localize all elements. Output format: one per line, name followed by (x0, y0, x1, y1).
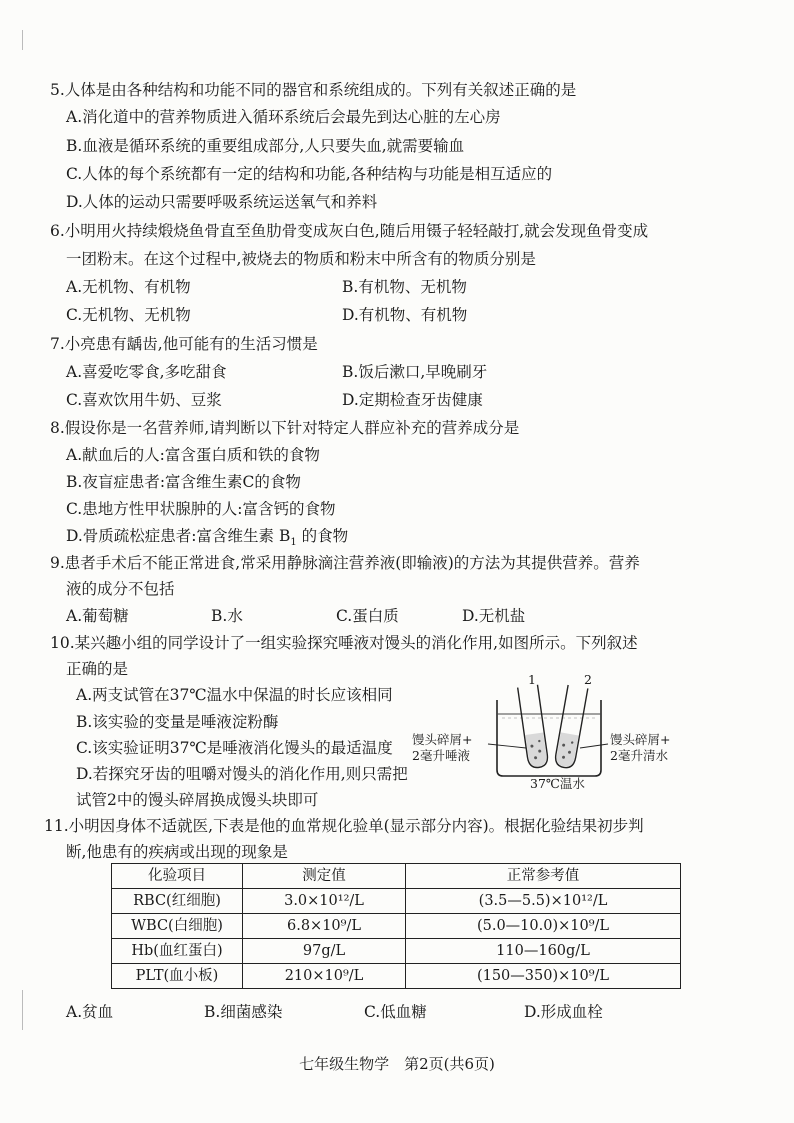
q11-option-d: D.形成血栓 (524, 1003, 603, 1021)
table-cell: 3.0×10¹²/L (243, 889, 406, 914)
q11-options-row (66, 1002, 726, 1022)
q11-option-a: A.贫血 (66, 1003, 114, 1021)
q5-option-c: C.人体的每个系统都有一定的结构和功能,各种结构与功能是相互适应的 (66, 165, 553, 183)
table-row (112, 939, 681, 964)
q10-option-a: A.两支试管在37℃温水中保温的时长应该相同 (76, 686, 393, 704)
tube-1-content-label: 馒头碎屑+ (412, 732, 473, 747)
q6-options-row2 (66, 305, 726, 325)
table-cell: RBC(红细胞) (112, 889, 243, 914)
q7-option-d: D.定期检查牙齿健康 (342, 391, 483, 409)
q5-option-b: B.血液是循环系统的重要组成部分,人只要失血,就需要输血 (66, 137, 465, 155)
table-cell: 210×10⁹/L (243, 964, 406, 989)
blood-test-table (111, 863, 681, 989)
table-cell: (150—350)×10⁹/L (406, 964, 681, 989)
q7-option-a: A.喜爱吃零食,多吃甜食 (66, 363, 227, 381)
q10-stem-line1: 10.某兴趣小组的同学设计了一组实验探究唾液对馒头的消化作用,如图所示。下列叙述 (50, 634, 638, 652)
table-cell: 110—160g/L (406, 939, 681, 964)
q6-option-a: A.无机物、有机物 (66, 278, 191, 296)
q9-option-b: B.水 (211, 607, 243, 625)
q8-stem: 8.假设你是一名营养师,请判断以下针对特定人群应补充的营养成分是 (50, 419, 520, 437)
table-cell: PLT(血小板) (112, 964, 243, 989)
table-cell: Hb(血红蛋白) (112, 939, 243, 964)
q8-option-d-subscript: 1 (290, 537, 297, 549)
q7-option-c: C.喜欢饮用牛奶、豆浆 (66, 391, 222, 409)
q8-option-c: C.患地方性甲状腺肿的人:富含钙的食物 (66, 500, 336, 518)
q6-option-c: C.无机物、无机物 (66, 306, 191, 324)
q9-stem-line1: 9.患者手术后不能正常进食,常采用静脉滴注营养液(即输液)的方法为其提供营养。营养 (50, 554, 640, 572)
table-row (112, 889, 681, 914)
table-row (112, 964, 681, 989)
q10-option-b: B.该实验的变量是唾液淀粉酶 (76, 713, 279, 731)
q10-option-d-line2: 试管2中的馒头碎屑换成馒头块即可 (76, 791, 319, 809)
q7-stem: 7.小亮患有龋齿,他可能有的生活习惯是 (50, 335, 318, 353)
q11-stem-line2: 断,他患有的疾病或出现的现象是 (66, 843, 288, 861)
q8-option-a: A.献血后的人:富含蛋白质和铁的食物 (66, 446, 320, 464)
table-header-row (112, 864, 681, 889)
table-header-cell: 正常参考值 (406, 864, 681, 889)
q6-option-d: D.有机物、有机物 (342, 306, 468, 324)
q7-options-row1 (66, 362, 726, 382)
binder-mark (22, 30, 23, 50)
tube-2-content-label: 馒头碎屑+ (610, 732, 671, 747)
tube-1-content-label: 2毫升唾液 (412, 748, 470, 763)
tube-2-label: 2 (584, 672, 592, 687)
q10-stem-line2: 正确的是 (66, 660, 129, 678)
q6-options-row1 (66, 277, 726, 297)
table-header-cell: 测定值 (243, 864, 406, 889)
q9-options-row (66, 606, 726, 626)
tube-1-label: 1 (528, 672, 536, 687)
q8-option-b: B.夜盲症患者:富含维生素C的食物 (66, 473, 301, 491)
q5-option-d: D.人体的运动只需要呼吸系统运送氧气和养料 (66, 193, 378, 211)
table-cell: 6.8×10⁹/L (243, 914, 406, 939)
q6-stem-line1: 6.小明用火持续煅烧鱼骨直至鱼肋骨变成灰白色,随后用镊子轻轻敲打,就会发现鱼骨变成 (50, 222, 649, 240)
q10-option-d-line1: D.若探究牙齿的咀嚼对馒头的消化作用,则只需把 (76, 765, 408, 783)
q11-option-c: C.低血糖 (364, 1003, 427, 1021)
table-cell: (5.0—10.0)×10⁹/L (406, 914, 681, 939)
q9-stem-line2: 液的成分不包括 (66, 580, 175, 598)
tube-2-content-label: 2毫升清水 (610, 748, 668, 763)
table-cell: WBC(白细胞) (112, 914, 243, 939)
q9-option-c: C.蛋白质 (336, 607, 399, 625)
q9-option-a: A.葡萄糖 (66, 607, 129, 625)
q8-option-d (66, 526, 348, 553)
table-header-cell: 化验项目 (112, 864, 243, 889)
binder-mark (22, 990, 23, 1030)
q5-option-a: A.消化道中的营养物质进入循环系统后会最先到达心脏的左心房 (66, 108, 501, 126)
q10-option-c: C.该实验证明37℃是唾液消化馒头的最适温度 (76, 739, 393, 757)
q7-options-row2 (66, 390, 726, 410)
page-footer: 七年级生物学 第2页(共6页) (299, 1055, 495, 1073)
q10-experiment-figure (412, 672, 671, 792)
water-bath-label: 37℃温水 (530, 776, 585, 791)
q11-option-b: B.细菌感染 (204, 1003, 283, 1021)
table-cell: 97g/L (243, 939, 406, 964)
q5-stem: 5.人体是由各种结构和功能不同的器官和系统组成的。下列有关叙述正确的是 (50, 81, 577, 99)
table-row (112, 914, 681, 939)
q8-option-d-tail: 的食物 (296, 527, 349, 545)
q11-stem-line1: 11.小明因身体不适就医,下表是他的血常规化验单(显示部分内容)。根据化验结果初步判 (44, 817, 644, 835)
q6-option-b: B.有机物、无机物 (342, 278, 467, 296)
q8-option-d-text: D.骨质疏松症患者:富含维生素 B (66, 527, 291, 545)
q9-option-d: D.无机盐 (462, 607, 526, 625)
q7-option-b: B.饭后漱口,早晚刷牙 (342, 363, 488, 381)
table-cell: (3.5—5.5)×10¹²/L (406, 889, 681, 914)
q6-stem-line2: 一团粉末。在这个过程中,被烧去的物质和粉末中所含有的物质分别是 (66, 250, 536, 268)
